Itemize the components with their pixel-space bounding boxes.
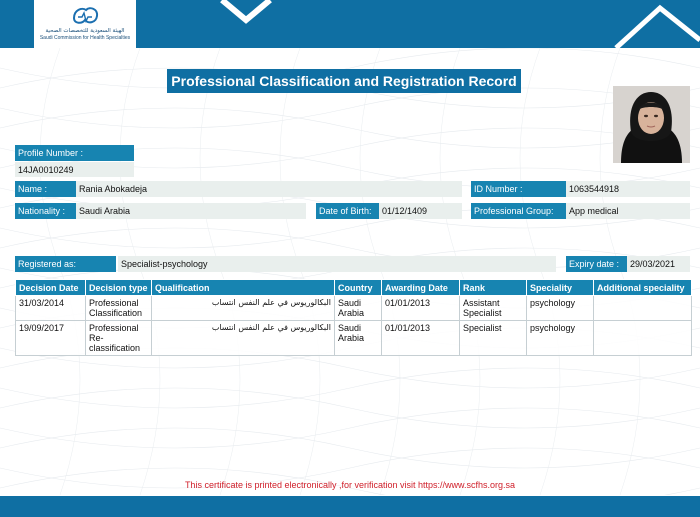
speciality-cell: psychology — [527, 296, 594, 321]
column-header-additional-speciality: Additional speciality — [594, 280, 692, 296]
footer-bar — [0, 496, 700, 517]
scfhs-logo — [34, 0, 136, 48]
nationality-value: Saudi Arabia — [76, 203, 306, 219]
name-value: Rania Abokadeja — [76, 181, 462, 197]
column-header-speciality: Speciality — [527, 280, 594, 296]
decision-type-cell: Professional Re-classification — [86, 321, 152, 356]
date-of-birth-label: Date of Birth: — [316, 203, 379, 219]
column-header-decision-type: Decision type — [86, 280, 152, 296]
profile-number-label: Profile Number : — [15, 145, 134, 161]
column-header-country: Country — [335, 280, 382, 296]
country-cell: Saudi Arabia — [335, 296, 382, 321]
qualification-cell: البكالوريوس في علم النفس انتساب — [152, 296, 335, 321]
registered-as-value: Specialist-psychology — [118, 256, 556, 272]
rank-cell: Assistant Specialist — [460, 296, 527, 321]
table-header-row — [16, 280, 692, 296]
column-header-rank: Rank — [460, 280, 527, 296]
document-title: Professional Classification and Registration Record — [167, 69, 521, 93]
decision-date-cell: 19/09/2017 — [16, 321, 86, 356]
expiry-date-value: 29/03/2021 — [627, 256, 690, 272]
qualification-cell: البكالوريوس في علم النفس انتساب — [152, 321, 335, 356]
logo-name-arabic: الهيئة السعودية للتخصصات الصحية — [45, 28, 125, 34]
registered-as-label: Registered as: — [15, 256, 116, 272]
rank-cell: Specialist — [460, 321, 527, 356]
profile-photo — [613, 86, 690, 163]
profile-number-value: 14JA0010249 — [15, 162, 134, 177]
column-header-decision-date: Decision Date — [16, 280, 86, 296]
nationality-label: Nationality : — [15, 203, 76, 219]
date-of-birth-value: 01/12/1409 — [379, 203, 462, 219]
verification-note: This certificate is printed electronically ,for verification visit https://www.scfhs.org.sa — [184, 480, 516, 490]
professional-group-label: Professional Group: — [471, 203, 566, 219]
awarding-date-cell: 01/01/2013 — [382, 296, 460, 321]
id-number-value: 1063544918 — [566, 181, 690, 197]
person-photo-icon — [613, 86, 690, 163]
decision-type-cell: Professional Classification — [86, 296, 152, 321]
table-row — [16, 296, 692, 321]
professional-group-value: App medical — [566, 203, 690, 219]
decision-date-cell: 31/03/2014 — [16, 296, 86, 321]
logo-name-english: Saudi Commission for Health Specialties — [39, 35, 131, 41]
decisions-table — [15, 279, 692, 356]
id-number-label: ID Number : — [471, 181, 566, 197]
awarding-date-cell: 01/01/2013 — [382, 321, 460, 356]
column-header-awarding-date: Awarding Date — [382, 280, 460, 296]
table-row — [16, 321, 692, 356]
name-label: Name : — [15, 181, 76, 197]
column-header-qualification: Qualification — [152, 280, 335, 296]
country-cell: Saudi Arabia — [335, 321, 382, 356]
speciality-cell: psychology — [527, 321, 594, 356]
scfhs-logo-mark-icon — [68, 4, 102, 28]
additional-speciality-cell — [594, 296, 692, 321]
expiry-date-label: Expiry date : — [566, 256, 627, 272]
additional-speciality-cell — [594, 321, 692, 356]
